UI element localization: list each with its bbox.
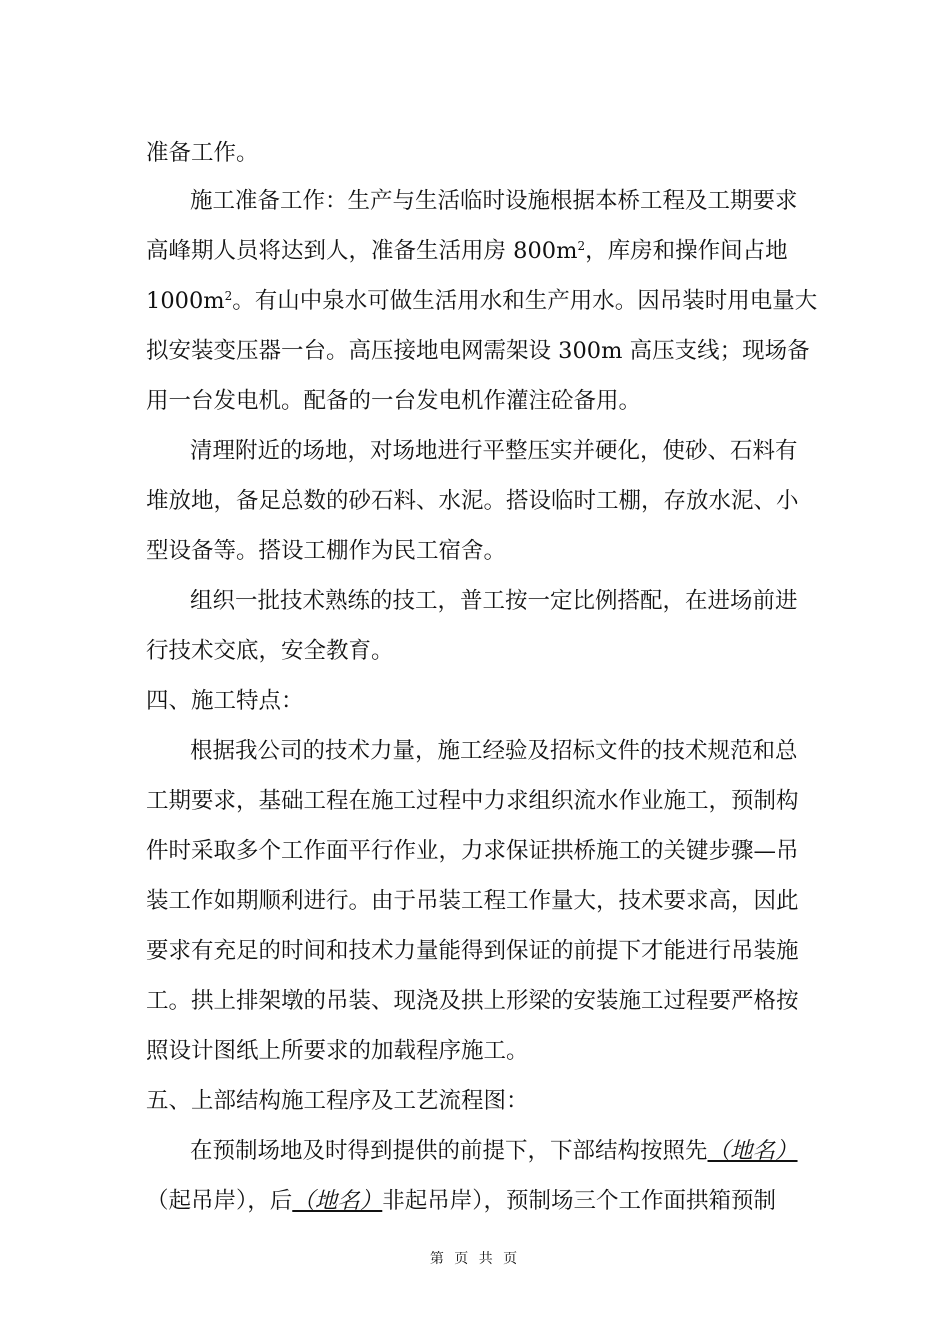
page-footer: 第 页 共 页 <box>429 1251 521 1267</box>
text-line: 清理附近的场地，对场地进行平整压实并硬化，使砂、石料有 <box>190 438 798 464</box>
superscript: 2 <box>577 239 586 253</box>
text-line: （起吊岸），后（地名）非起吊岸），预制场三个工作面拱箱预制 <box>146 1188 777 1214</box>
text-line: 根据我公司的技术力量，施工经验及招标文件的技术规范和总 <box>190 738 798 764</box>
text-line: 行技术交底，安全教育。 <box>146 638 394 664</box>
placeholder-field: （地名） <box>292 1188 383 1214</box>
text-line: 工期要求，基础工程在施工过程中力求组织流水作业施工，预制构 <box>146 788 799 814</box>
text-line: 高峰期人员将达到人，准备生活用房 $800m^2$，库房和操作间占地 <box>146 238 788 264</box>
section-heading: 四、施工特点： <box>146 688 304 714</box>
text-line: 件时采取多个工作面平行作业，力求保证拱桥施工的关键步骤—吊 <box>146 838 799 864</box>
text-line: 型设备等。搭设工棚作为民工宿舍。 <box>146 538 507 564</box>
text-line: 照设计图纸上所要求的加载程序施工。 <box>146 1038 529 1064</box>
text-line: 组织一批技术熟练的技工，普工按一定比例搭配，在进场前进 <box>190 588 798 614</box>
text-line: 要求有充足的时间和技术力量能得到保证的前提下才能进行吊装施 <box>146 938 799 964</box>
text-line: 工。拱上排架墩的吊装、现浇及拱上形梁的安装施工过程要严格按 <box>146 988 799 1014</box>
text-line: 施工准备工作：生产与生活临时设施根据本桥工程及工期要求 <box>190 188 798 214</box>
placeholder-field: （地名） <box>707 1138 798 1164</box>
text-line: $1000m^2$。有山中泉水可做生活用水和生产用水。因吊装时用电量大 <box>146 288 818 314</box>
text-line: 拟安装变压器一台。高压接地电网需架设 300m 高压支线；现场备 <box>146 338 810 364</box>
section-heading: 五、上部结构施工程序及工艺流程图： <box>146 1088 529 1114</box>
text-line: 堆放地，备足总数的砂石料、水泥。搭设临时工棚，存放水泥、小 <box>146 488 799 514</box>
superscript: 2 <box>224 289 233 303</box>
text-line: 在预制场地及时得到提供的前提下，下部结构按照先（地名） <box>190 1138 798 1164</box>
text-line: 准备工作。 <box>146 140 259 166</box>
text-line: 用一台发电机。配备的一台发电机作灌注砼备用。 <box>146 388 642 414</box>
text-line: 装工作如期顺利进行。由于吊装工程工作量大，技术要求高，因此 <box>146 888 799 914</box>
